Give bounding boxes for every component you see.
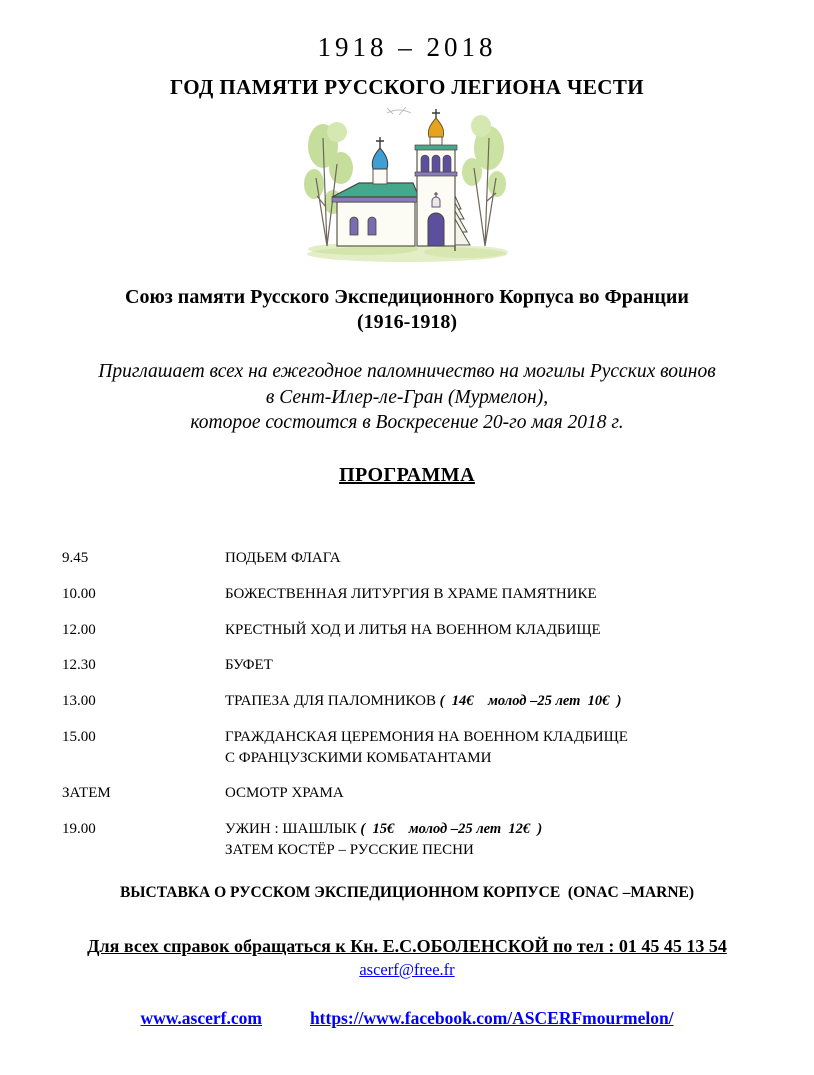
schedule-row	[62, 656, 814, 675]
schedule-activity-text: ГРАЖДАНСКАЯ ЦЕРЕМОНИЯ НА ВОЕННОМ КЛАДБИЩЕ	[225, 728, 628, 745]
schedule-activity	[225, 549, 814, 568]
schedule-time: 12.00	[62, 621, 96, 638]
schedule-activity-text: БУФЕТ	[225, 657, 273, 674]
schedule-price: ( 14€ молод –25 лет 10€ )	[436, 693, 622, 710]
website-link[interactable]: www.ascerf.com	[140, 1007, 262, 1028]
invitation-line-1: Приглашает всех на ежегодное паломничество на могилы Русских воинов	[98, 361, 716, 382]
schedule-time: 13.00	[62, 693, 96, 710]
schedule-activity-line	[225, 585, 814, 604]
invitation-text	[0, 359, 814, 436]
email-link[interactable]: ascerf@free.fr	[359, 959, 455, 979]
schedule-activity	[225, 656, 814, 675]
schedule-time: 10.00	[62, 585, 96, 602]
schedule-time: 15.00	[62, 728, 96, 745]
schedule-activity-line2: С ФРАНЦУЗСКИМИ КОМБАТАНТАМИ	[225, 749, 492, 766]
schedule-activity-line	[225, 820, 814, 839]
schedule-time: 19.00	[62, 821, 96, 838]
schedule-activity	[225, 784, 814, 803]
schedule-activity-line	[225, 656, 814, 675]
schedule-activity	[225, 621, 814, 640]
schedule-activity	[225, 820, 814, 860]
organization-years: (1916-1918)	[357, 311, 457, 333]
church-illustration-svg	[301, 106, 513, 264]
schedule-row	[62, 621, 814, 640]
church-illustration	[0, 106, 814, 269]
years-heading: 1918 – 2018	[317, 32, 497, 62]
exhibition-note: ВЫСТАВКА О РУССКОМ ЭКСПЕДИЦИОННОМ КОРПУСЕ (ONAC –MARNE)	[119, 883, 695, 901]
schedule-activity-text: УЖИН : ШАШЛЫК	[225, 821, 357, 838]
contact-info: Для всех справок обращаться к Кн. Е.С.ОБОЛЕНСКОЙ по тел : 01 45 45 13 54	[87, 935, 727, 956]
schedule-activity-text: ОСМОТР ХРАМА	[225, 785, 344, 802]
schedule-row	[62, 549, 814, 568]
schedule-activity	[225, 585, 814, 604]
schedule-row	[62, 784, 814, 803]
schedule-time: ЗАТЕМ	[62, 785, 111, 802]
schedule-row	[62, 585, 814, 604]
schedule-row	[62, 728, 814, 768]
main-title: ГОД ПАМЯТИ РУССКОГО ЛЕГИОНА ЧЕСТИ	[170, 75, 644, 99]
footer-links	[0, 1008, 814, 1029]
facebook-link[interactable]: https://www.facebook.com/ASCERFmourmelon/	[309, 1007, 674, 1028]
organization-name: Союз памяти Русского Экспедиционного Корпуса во Франции	[125, 286, 689, 308]
schedule-activity-line	[225, 692, 814, 711]
organization-title	[0, 285, 814, 335]
schedule-time: 9.45	[62, 550, 89, 567]
schedule-price: ( 15€ молод –25 лет 12€ )	[356, 821, 543, 838]
schedule-activity	[225, 692, 814, 711]
schedule-activity-line	[225, 784, 814, 803]
schedule-activity-line	[225, 549, 814, 568]
schedule-row	[62, 820, 814, 860]
schedule-activity	[225, 728, 814, 768]
schedule-activity-line2: ЗАТЕМ КОСТЁР – РУССКИЕ ПЕСНИ	[225, 841, 474, 858]
schedule-time: 12.30	[62, 657, 96, 674]
schedule-activity-text: БОЖЕСТВЕННАЯ ЛИТУРГИЯ В ХРАМЕ ПАМЯТНИКЕ	[225, 585, 597, 602]
invitation-line-2: в Сент-Илер-ле-Гран (Мурмелон),	[265, 386, 549, 408]
email-line	[0, 960, 814, 980]
schedule-activity-text: ТРАПЕЗА ДЛЯ ПАЛОМНИКОВ	[225, 693, 436, 710]
schedule-activity-text: ПОДЬЕМ ФЛАГА	[225, 550, 341, 567]
schedule-activity-text: КРЕСТНЫЙ ХОД И ЛИТЬЯ НА ВОЕННОМ КЛАДБИЩЕ	[225, 621, 601, 638]
program-schedule	[62, 549, 814, 860]
schedule-row	[62, 692, 814, 711]
invitation-line-3: которое состоится в Воскресение 20-го мая 2018 г.	[190, 412, 624, 434]
schedule-activity-line	[225, 728, 814, 747]
program-heading: ПРОГРАММА	[339, 464, 475, 487]
schedule-activity-line	[225, 621, 814, 640]
